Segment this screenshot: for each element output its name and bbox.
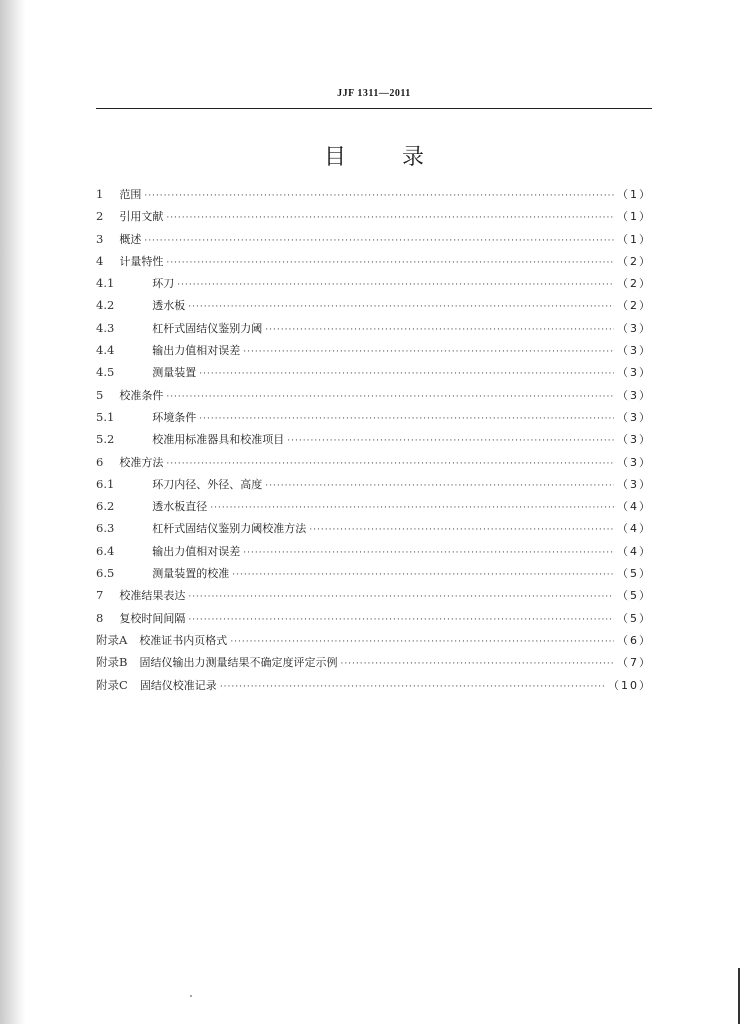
toc-entry-number: 4.2 — [96, 298, 115, 313]
toc-entry-page: （2） — [617, 277, 652, 291]
toc-entry-page: （1） — [617, 188, 652, 201]
toc-entry[interactable] — [96, 454, 652, 476]
table-of-contents — [96, 186, 652, 699]
toc-entry-number: 6 — [96, 454, 104, 469]
toc-entry-number: 4 — [96, 253, 104, 268]
toc-entry[interactable] — [96, 208, 652, 230]
toc-entry[interactable] — [96, 498, 652, 520]
toc-entry-label: 校准结果表达 — [119, 589, 186, 603]
toc-entry[interactable] — [96, 476, 652, 498]
toc-entry[interactable] — [96, 297, 652, 319]
toc-entry-label: 测量装置 — [152, 366, 197, 380]
toc-leader-dots — [265, 481, 614, 491]
toc-entry-page: （10） — [608, 678, 652, 692]
toc-entry-page: （4） — [617, 544, 652, 558]
toc-entry-number: 4.1 — [96, 276, 115, 291]
toc-entry-label: 环刀内径、外径、高度 — [152, 477, 263, 491]
toc-entry-label: 透水板 — [152, 299, 186, 313]
toc-entry-page: （7） — [617, 656, 652, 670]
toc-leader-dots — [265, 325, 614, 335]
scan-edge-mark — [738, 968, 740, 1024]
toc-entry-number: 6.2 — [96, 499, 115, 514]
toc-entry-number: 4.3 — [96, 320, 115, 335]
toc-leader-dots — [340, 659, 614, 669]
toc-entry[interactable] — [96, 543, 652, 565]
toc-entry-page: （5） — [617, 567, 652, 581]
toc-entry-page: （1） — [617, 210, 652, 224]
header-rule — [96, 108, 652, 109]
toc-entry[interactable] — [96, 654, 652, 676]
toc-leader-dots — [199, 369, 614, 379]
toc-entry-label: 校准方法 — [119, 455, 164, 469]
toc-entry-number: 6.1 — [96, 476, 115, 491]
toc-leader-dots — [232, 570, 614, 580]
toc-entry-page: （5） — [617, 589, 652, 603]
toc-entry-label: 杠杆式固结仪鉴别力阈 — [152, 321, 263, 335]
toc-leader-dots — [188, 615, 614, 625]
toc-entry-label: 计量特性 — [119, 254, 164, 268]
toc-entry[interactable] — [96, 610, 652, 632]
toc-entry-label: 环刀 — [152, 277, 175, 291]
toc-entry-label: 透水板直径 — [152, 500, 208, 514]
toc-leader-dots — [166, 459, 614, 469]
toc-entry-number: 1 — [96, 187, 104, 201]
toc-entry-number: 5 — [96, 387, 104, 402]
toc-leader-dots — [243, 347, 614, 357]
toc-entry-label: 环境条件 — [152, 410, 197, 424]
toc-entry-page: （4） — [617, 522, 652, 536]
toc-entry[interactable] — [96, 186, 652, 208]
toc-leader-dots — [309, 525, 614, 535]
toc-leader-dots — [243, 548, 614, 558]
toc-entry-page: （2） — [617, 299, 652, 313]
toc-entry-number: 附录C — [96, 677, 128, 692]
toc-leader-dots — [166, 213, 614, 223]
toc-entry-number: 4.5 — [96, 365, 115, 380]
toc-leader-dots — [210, 503, 614, 513]
toc-entry-number: 附录B — [96, 655, 128, 670]
toc-leader-dots — [188, 592, 614, 602]
toc-entry[interactable] — [96, 431, 652, 453]
toc-entry-number: 6.5 — [96, 566, 115, 581]
toc-entry-number: 4.4 — [96, 343, 115, 358]
toc-entry-page: （5） — [617, 611, 652, 625]
toc-leader-dots — [230, 637, 614, 647]
toc-entry-page: （3） — [617, 366, 652, 380]
toc-entry-page: （6） — [617, 633, 652, 647]
toc-entry-page: （3） — [617, 455, 652, 469]
toc-entry-number: 5.1 — [96, 409, 115, 424]
toc-entry-page: （3） — [617, 388, 652, 402]
toc-entry[interactable] — [96, 275, 652, 297]
toc-leader-dots — [177, 280, 614, 290]
toc-entry-number: 附录A — [96, 632, 128, 647]
toc-entry[interactable] — [96, 231, 652, 253]
toc-entry-label: 范围 — [119, 188, 142, 201]
toc-entry-page: （1） — [617, 232, 652, 246]
toc-entry-number: 2 — [96, 209, 104, 224]
toc-leader-dots — [166, 258, 614, 268]
toc-entry-page: （3） — [617, 344, 652, 358]
toc-entry-page: （2） — [617, 254, 652, 268]
toc-entry-number: 3 — [96, 231, 104, 246]
toc-title: 目录 — [323, 145, 480, 170]
toc-leader-dots — [166, 392, 614, 402]
toc-entry-page: （3） — [617, 433, 652, 447]
toc-entry-number: 7 — [96, 588, 104, 603]
toc-entry[interactable] — [96, 677, 652, 699]
toc-entry-label: 测量装置的校准 — [152, 567, 230, 581]
toc-leader-dots — [220, 682, 605, 692]
toc-entry[interactable] — [96, 565, 652, 587]
toc-leader-dots — [144, 191, 614, 201]
toc-entry-page: （3） — [617, 410, 652, 424]
toc-entry-label: 固结仪输出力测量结果不确定度评定示例 — [139, 656, 338, 670]
toc-entry-number: 6.3 — [96, 521, 115, 536]
scan-speck — [190, 995, 192, 997]
toc-entry-page: （3） — [617, 477, 652, 491]
toc-entry-label: 输出力值相对误差 — [152, 344, 241, 358]
toc-entry-label: 概述 — [119, 232, 142, 246]
toc-leader-dots — [199, 414, 614, 424]
running-header: JJF 1311—2011 — [337, 88, 411, 99]
toc-leader-dots — [287, 436, 614, 446]
scan-edge-shadow — [0, 0, 26, 1024]
toc-entry[interactable] — [96, 409, 652, 431]
toc-entry-page: （4） — [617, 500, 652, 514]
toc-entry-number: 8 — [96, 610, 104, 625]
toc-entry[interactable] — [96, 320, 652, 342]
toc-entry[interactable] — [96, 342, 652, 364]
toc-entry-number: 5.2 — [96, 432, 115, 447]
toc-entry[interactable] — [96, 587, 652, 609]
toc-entry-label: 输出力值相对误差 — [152, 544, 241, 558]
toc-entry[interactable] — [96, 632, 652, 654]
toc-entry[interactable] — [96, 253, 652, 275]
toc-entry-label: 复校时间间隔 — [119, 611, 186, 625]
toc-entry-number: 6.4 — [96, 543, 115, 558]
toc-leader-dots — [144, 236, 614, 246]
toc-entry-label: 校准条件 — [119, 388, 164, 402]
toc-entry-label: 固结仪校准记录 — [139, 678, 217, 692]
toc-entry[interactable] — [96, 364, 652, 386]
toc-entry-label: 校准证书内页格式 — [139, 633, 228, 647]
toc-entry[interactable] — [96, 387, 652, 409]
toc-entry[interactable] — [96, 520, 652, 542]
toc-entry-page: （3） — [617, 321, 652, 335]
toc-entry-label: 校准用标准器具和校准项目 — [152, 433, 285, 447]
toc-entry-label: 杠杆式固结仪鉴别力阈校准方法 — [152, 522, 307, 536]
toc-entry-label: 引用文献 — [119, 210, 164, 224]
toc-leader-dots — [188, 302, 614, 312]
